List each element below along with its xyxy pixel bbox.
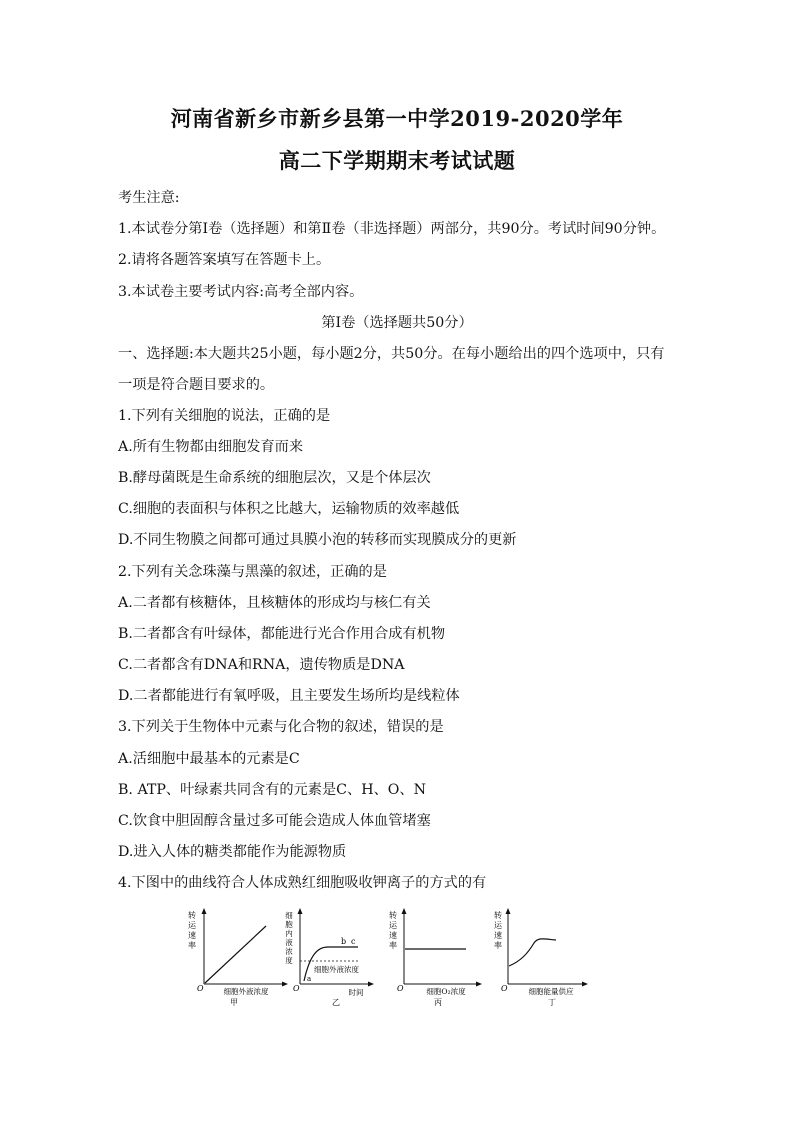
exam-title-line1: 河南省新乡市新乡县第一中学2019-2020学年	[170, 106, 624, 131]
graph-jia-ylabel-4: 率	[188, 941, 196, 950]
graph-yi-ylabel-1: 细	[285, 911, 293, 920]
question-3-option-c: C.饮食中胆固醇含量过多可能会造成人体血管堵塞	[118, 813, 431, 829]
graph-jia-xlabel: 细胞外液浓度	[223, 987, 269, 996]
question-1-option-a: A.所有生物都由细胞发育而来	[118, 439, 304, 455]
graph-ding-curve	[509, 939, 556, 966]
question-2-stem: 2.下列有关念珠藻与黑藻的叙述，正确的是	[118, 564, 387, 580]
question-1-stem: 1.下列有关细胞的说法，正确的是	[118, 408, 331, 424]
graph-jia-y-arrow	[202, 908, 207, 914]
question-1-option-b: B.酵母菌既是生命系统的细胞层次，又是个体层次	[118, 470, 431, 486]
graph-ding-ylabel-4: 率	[494, 941, 502, 950]
graph-bing-ylabel-3: 速	[389, 931, 397, 940]
graph-jia-ylabel-2: 运	[188, 921, 196, 930]
notice-item-3: 3.本试卷主要考试内容:高考全部内容。	[118, 284, 364, 300]
transport-graphs	[176, 906, 616, 1010]
graph-bing-name: 丙	[434, 998, 442, 1007]
graph-yi-origin: O	[293, 984, 300, 993]
graph-jia-name: 甲	[230, 998, 238, 1007]
notice-heading: 考生注意:	[118, 190, 180, 206]
graph-ding-x-arrow	[582, 982, 588, 987]
question-3-option-b: B. ATP、叶绿素共同含有的元素是C、H、O、N	[118, 782, 427, 798]
graph-yi-ylabel-2: 胞	[285, 920, 293, 929]
graph-yi-point-c: c	[351, 937, 356, 946]
question-4-figures	[176, 906, 616, 1010]
question-2-option-c: C.二者都含有DNA和RNA，遗传物质是DNA	[118, 657, 405, 673]
graph-ding-name: 丁	[548, 998, 556, 1007]
graph-ding-ylabel-2: 运	[494, 921, 502, 930]
graph-yi-ylabel-3: 内	[285, 929, 293, 938]
notice-item-1: 1.本试卷分第Ⅰ卷（选择题）和第Ⅱ卷（非选择题）两部分，共90分。考试时间90分钟。	[118, 221, 666, 237]
graph-jia-ylabel-1: 转	[188, 911, 196, 920]
question-3-option-a: A.活细胞中最基本的元素是C	[118, 751, 300, 767]
graph-ding-xlabel: 细胞能量供应	[528, 987, 574, 996]
graph-ding-y-arrow	[506, 908, 511, 914]
graph-yi	[285, 908, 374, 1007]
graph-ding-origin: O	[501, 984, 508, 993]
graph-jia	[188, 908, 288, 1007]
exam-title-line2: 高二下学期期末考试试题	[278, 148, 516, 173]
graph-yi-curve	[304, 947, 358, 981]
graph-yi-name: 乙	[332, 998, 340, 1007]
graph-yi-ylabel-6: 度	[285, 956, 293, 965]
question-1-option-c: C.细胞的表面积与体积之比越大，运输物质的效率越低	[118, 501, 460, 517]
instructions-line-1: 一、选择题:本大题共25小题，每小题2分，共50分。在每小题给出的四个选项中，只有	[118, 346, 665, 362]
graph-bing-ylabel-1: 转	[389, 911, 397, 920]
graph-bing	[389, 908, 482, 1007]
graph-yi-point-a: a	[307, 975, 312, 983]
graph-bing-y-arrow	[402, 908, 407, 914]
question-3-stem: 3.下列关于生物体中元素与化合物的叙述，错误的是	[118, 719, 444, 735]
graph-ding	[494, 908, 588, 1007]
instructions-line-2: 一项是符合题目要求的。	[118, 377, 275, 393]
graph-jia-x-arrow	[282, 982, 288, 987]
graph-yi-point-b: b	[341, 937, 347, 946]
graph-jia-curve	[205, 926, 266, 983]
graph-yi-ylabel-4: 液	[285, 938, 293, 947]
question-3-option-d: D.进入人体的糖类都能作为能源物质	[118, 844, 347, 860]
question-2-option-b: B.二者都含有叶绿体，都能进行光合作用合成有机物	[118, 626, 446, 642]
graph-jia-origin: O	[197, 984, 204, 993]
graph-yi-y-arrow	[298, 908, 303, 914]
graph-jia-ylabel-3: 速	[188, 931, 196, 940]
question-2-option-d: D.二者都能进行有氧呼吸，且主要发生场所均是线粒体	[118, 688, 460, 704]
graph-bing-ylabel-4: 率	[389, 941, 397, 950]
graph-bing-xlabel: 细胞O₂浓度	[426, 987, 466, 996]
graph-bing-x-arrow	[476, 982, 482, 987]
question-1-option-d: D.不同生物膜之间都可通过具膜小泡的转移而实现膜成分的更新	[118, 532, 517, 548]
graph-bing-origin: O	[397, 984, 404, 993]
graph-yi-xlabel: 时间	[348, 988, 364, 997]
notice-item-2: 2.请将各题答案填写在答题卡上。	[118, 252, 331, 268]
graph-ding-ylabel-3: 速	[494, 931, 502, 940]
section-title: 第Ⅰ卷（选择题共50分）	[321, 315, 473, 331]
question-4-stem: 4.下图中的曲线符合人体成熟红细胞吸收钾离子的方式的有	[118, 875, 487, 891]
graph-bing-ylabel-2: 运	[389, 921, 397, 930]
question-2-option-a: A.二者都有核糖体，且核糖体的形成均与核仁有关	[118, 595, 431, 611]
graph-yi-x-arrow	[368, 982, 374, 987]
graph-ding-ylabel-1: 转	[494, 911, 502, 920]
graph-yi-ylabel-5: 浓	[285, 947, 293, 956]
graph-yi-curve-label: 细胞外液浓度	[314, 965, 359, 974]
